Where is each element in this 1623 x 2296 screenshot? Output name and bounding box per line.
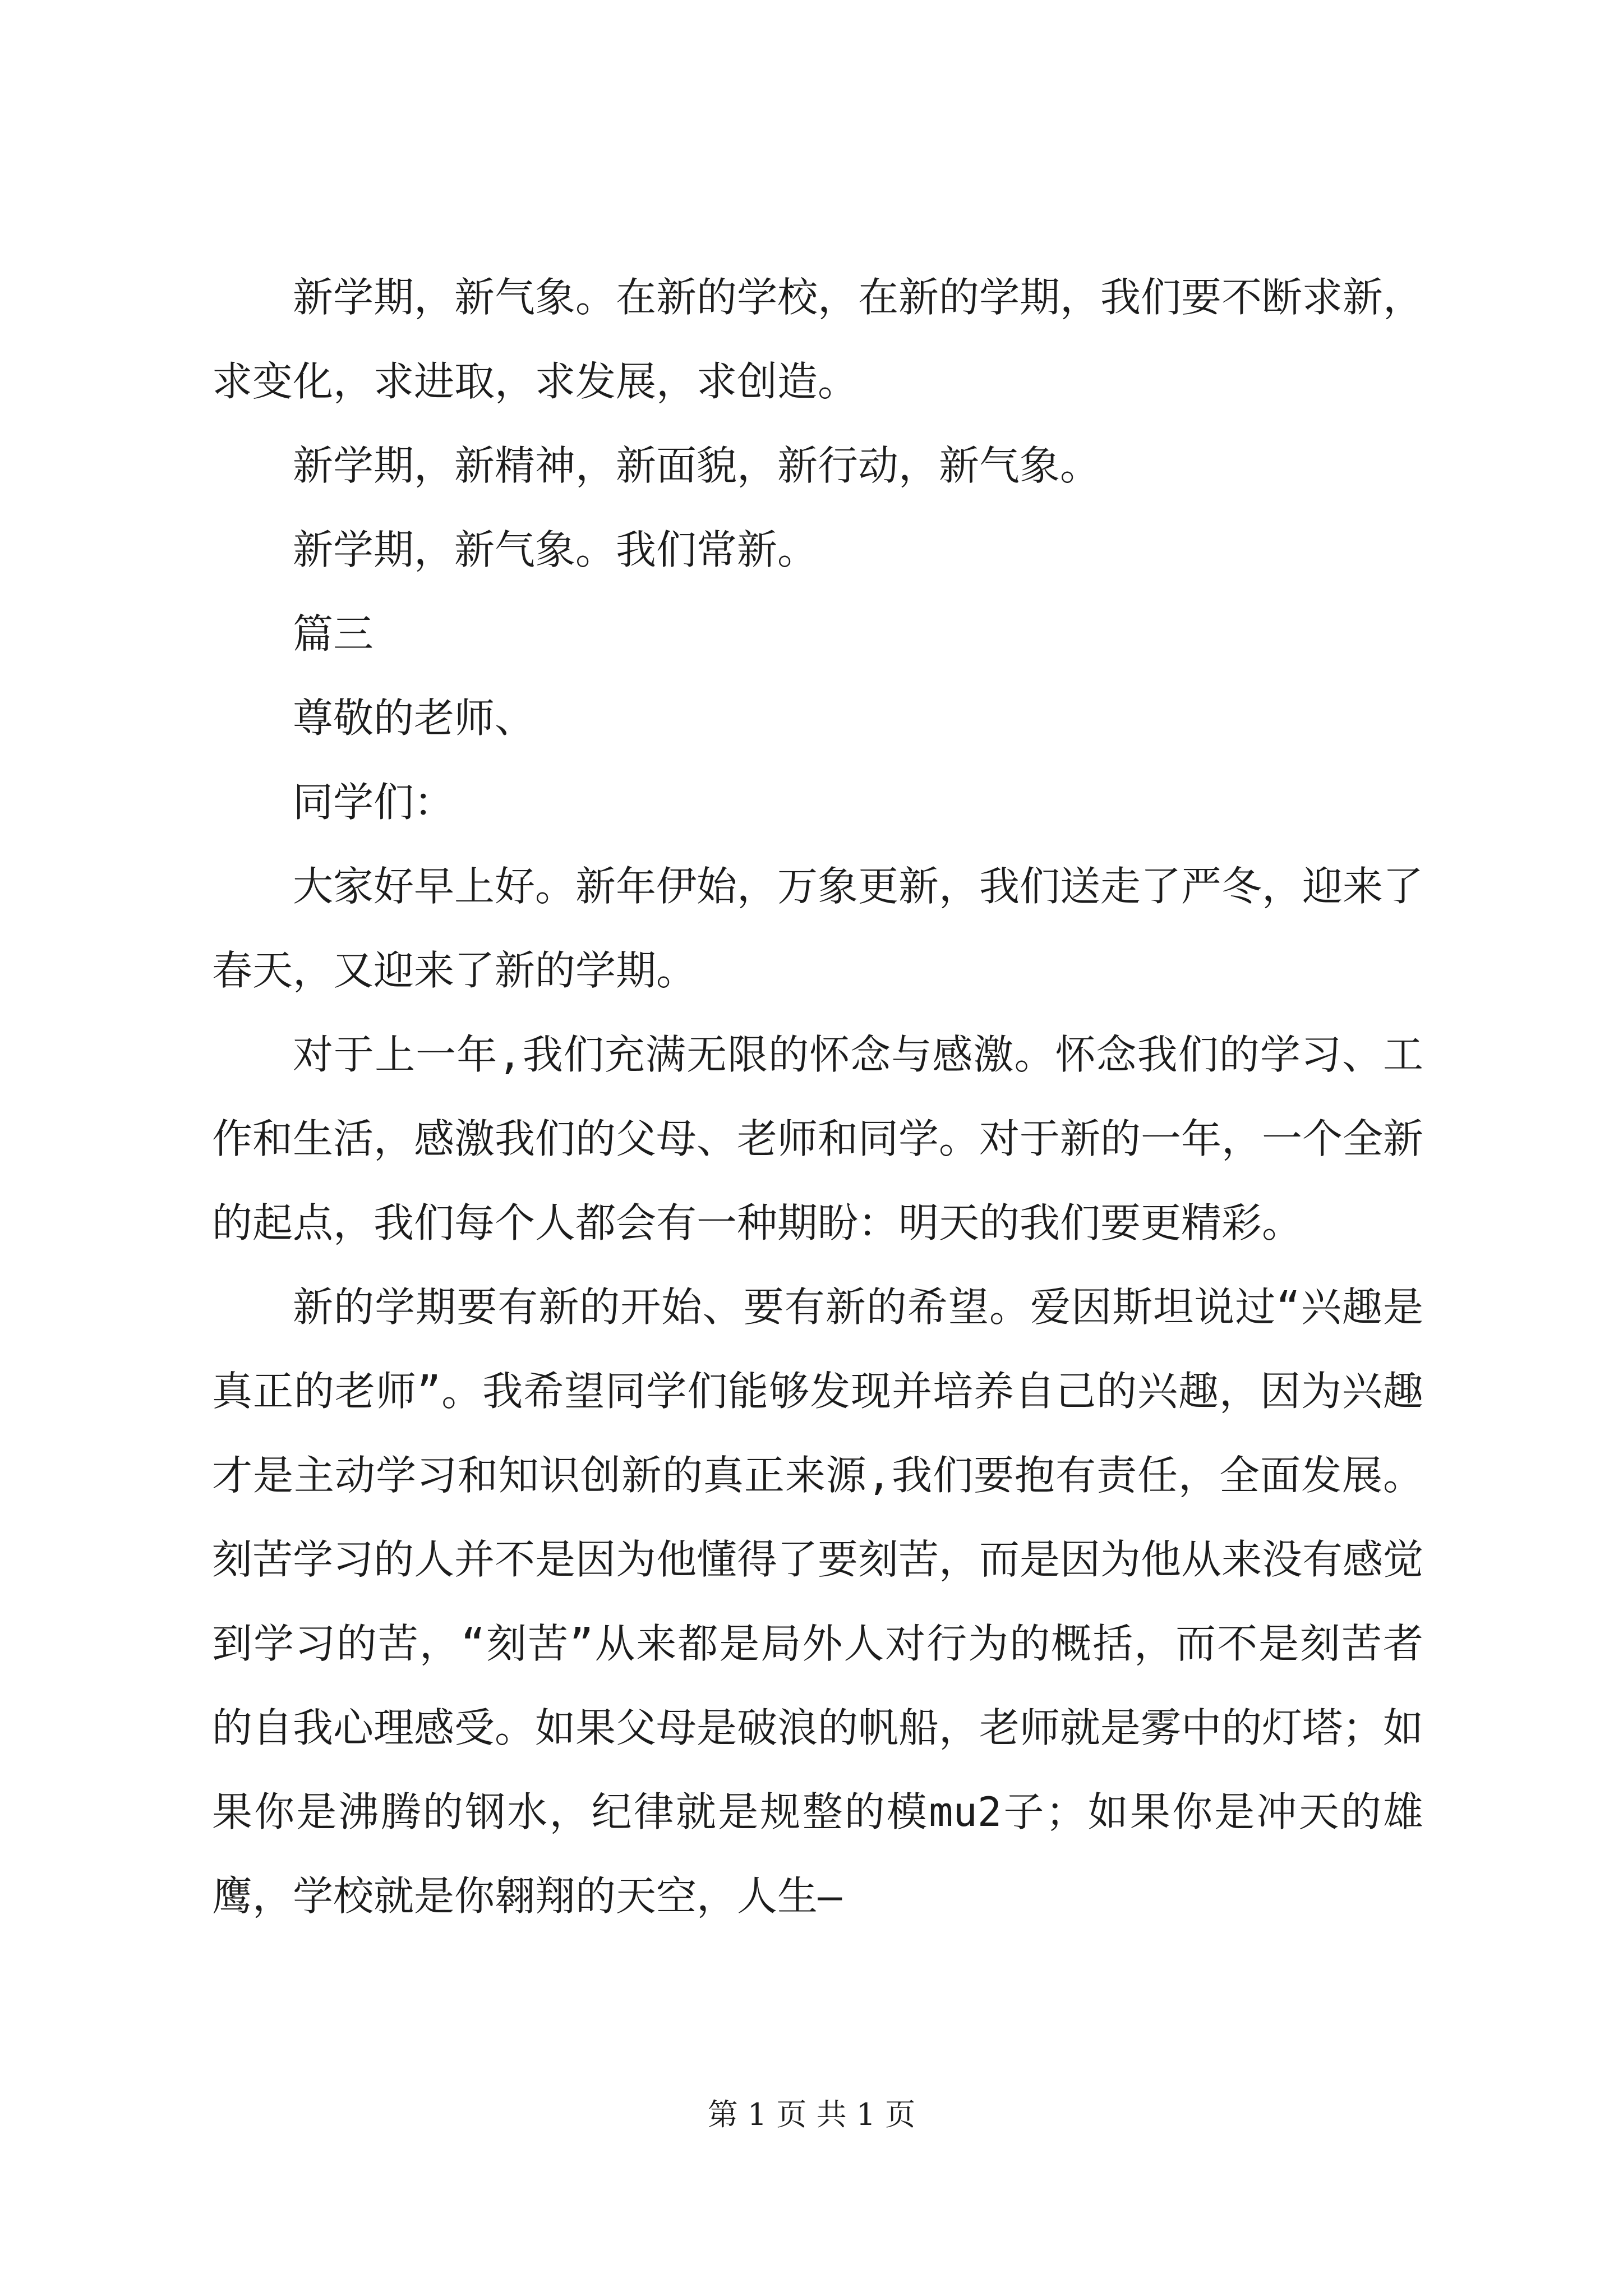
paragraph-greeting: 大家好早上好。新年伊始，万象更新，我们送走了严冬，迎来了春天，又迎来了新的学期。 xyxy=(212,863,1424,994)
document-body xyxy=(212,255,1423,1938)
section-heading: 篇三 xyxy=(293,610,374,657)
paragraph-new-term: 新的学期要有新的开始、要有新的希望。爱因斯坦说过“兴趣是真正的老师”。我希望同学们能够发现并培养自己的兴趣，因为兴趣才是主动学习和知识创新的真正来源,我们要抱有责任，全面发展。刻苦学习的人并不是因为他懂得了要刻苦，而是因为他从来没有感觉到学习的苦，“刻苦”从来都是局外人对行为的概括，而不是刻苦者的自我心理感受。如果父母是破浪的帆船，老师就是雾中的灯塔；如果你是沸腾的钢水，纪律就是规整的模mu2子；如果你是冲天的雄鹰，学校就是你翱翔的天空，人生— xyxy=(212,1283,1424,1920)
paragraph-1: 新学期，新气象。在新的学校，在新的学期，我们要不断求新，求变化，求进取，求发展，求创造。 xyxy=(212,274,1424,405)
paragraph-reflection: 对于上一年,我们充满无限的怀念与感激。怀念我们的学习、工作和生活，感激我们的父母、老师和同学。对于新的一年，一个全新的起点，我们每个人都会有一种期盼：明天的我们要更精彩。 xyxy=(212,1031,1424,1246)
page-footer: 第 1 页 共 1 页 xyxy=(707,2097,916,2132)
salutation-line-2: 同学们： xyxy=(293,779,455,826)
salutation-line-1: 尊敬的老师、 xyxy=(293,694,536,742)
paragraph-3: 新学期，新气象。我们常新。 xyxy=(293,526,818,573)
paragraph-2: 新学期，新精神，新面貌，新行动，新气象。 xyxy=(293,442,1101,489)
